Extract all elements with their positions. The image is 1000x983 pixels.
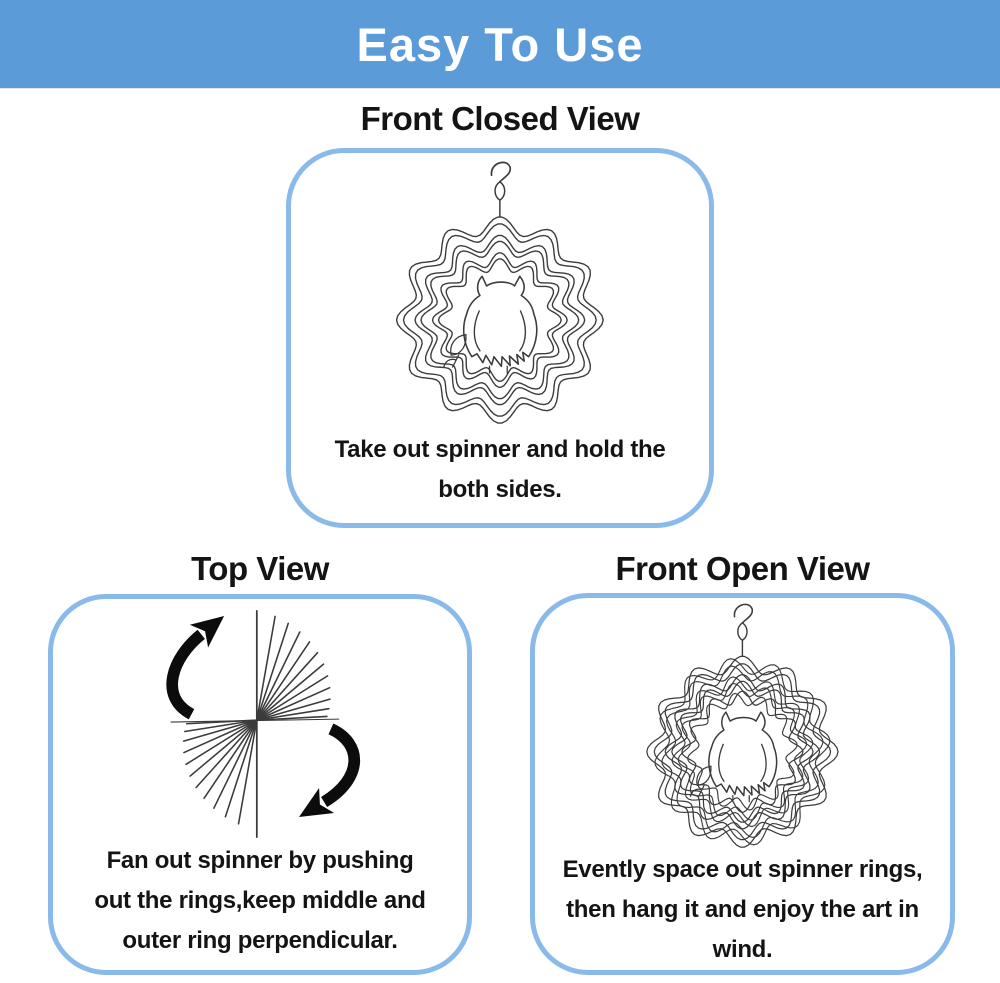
front-closed-heading: Front Closed View — [360, 100, 640, 137]
caption-line: then hang it and enjoy the art in — [566, 896, 919, 923]
front-open-heading: Front Open View — [615, 550, 870, 587]
front-open-caption — [563, 850, 923, 983]
wind-spinner-open-illustration — [624, 600, 861, 850]
caption-line: Take out spinner and hold the — [334, 436, 666, 463]
front-open-panel — [530, 593, 955, 975]
spinner-fan-top-view-illustration — [94, 607, 426, 841]
header-banner — [0, 0, 1000, 89]
caption-line: Fan out spinner by pushing — [106, 847, 414, 874]
caption-line: both sides. — [438, 476, 562, 503]
page-title: Easy To Use — [356, 17, 644, 71]
caption-line: outer ring perpendicular. — [122, 927, 398, 954]
top-view-panel — [48, 594, 472, 975]
top-view-caption — [94, 841, 425, 974]
caption-line: wind. — [712, 936, 773, 963]
caption-line: out the rings,keep middle and — [94, 887, 426, 914]
front-closed-caption — [335, 430, 666, 523]
caption-line: Evently space out spinner rings, — [562, 856, 923, 883]
wind-spinner-closed-illustration — [380, 155, 620, 427]
top-view-heading: Top View — [191, 550, 329, 587]
front-closed-panel — [286, 148, 714, 528]
